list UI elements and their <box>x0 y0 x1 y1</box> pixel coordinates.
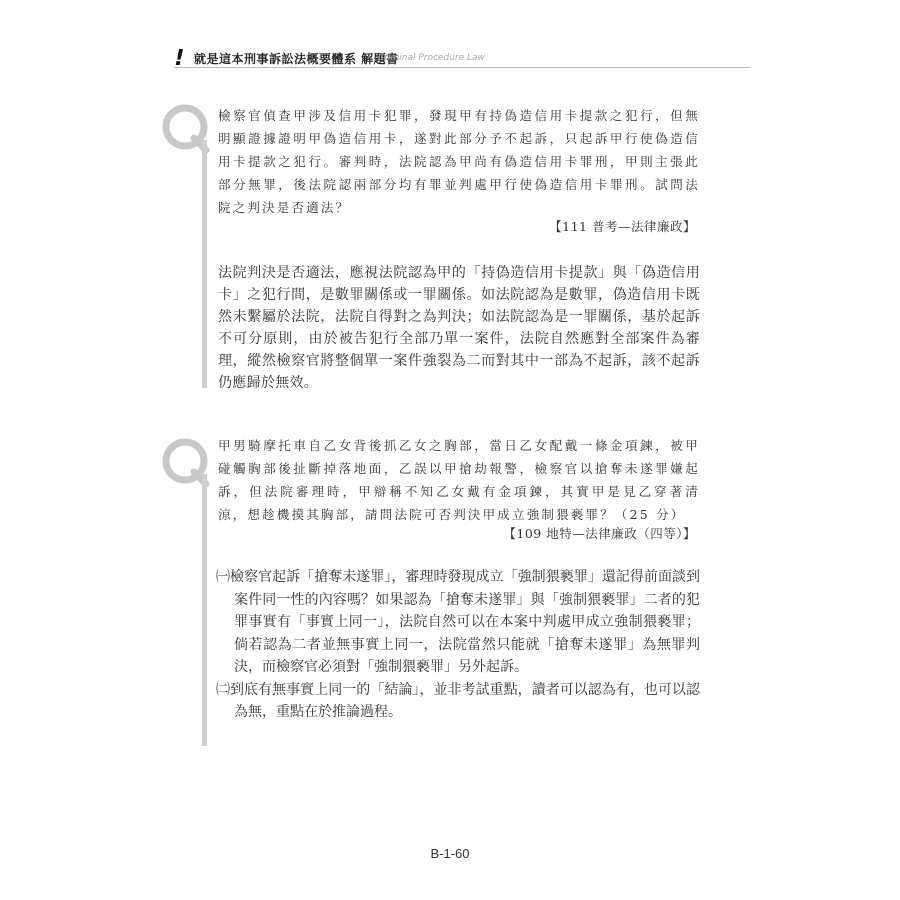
running-header <box>160 44 750 70</box>
answer-text: 法院判決是否適法，應視法院認為甲的「持偽造信用卡提款」與「偽造信用卡」之犯行間，是數罪關係或一罪關係。如法院認為是數罪，偽造信用卡既然未繫屬於法院，法院自得對之為判決；如法院認為是一罪關係，基於起訴不可分原則，由於被告犯行全部乃單一案件，法院自然應對全部案件為審理，縱然檢察官將整個單一案件強裂為二而對其中一部為不起訴，該不起訴仍應歸於無效。 <box>218 265 700 391</box>
answer-list <box>216 566 700 724</box>
question-source: 【109 地特—法律廉政（四等）】 <box>503 526 696 541</box>
question-text: 檢察官偵查甲涉及信用卡犯罪，發現甲有持偽造信用卡提款之犯行，但無明顯證據證明甲偽造信用卡，遂對此部分予不起訴，只起訴甲行使偽造信用卡提款之犯行。審判時，法院認為甲尚有偽造信用卡罪刑，甲則主張此部分無罪，後法院認兩部分均有罪並判處甲行使偽造信用卡罪刑。試問法院之判決是否適法？ <box>218 108 700 215</box>
question-bar <box>202 140 207 388</box>
question-source: 【111 普考—法律廉政】 <box>549 219 696 234</box>
question-bar <box>202 474 207 746</box>
book-subtitle: Criminal Procedure Law <box>378 53 485 63</box>
exclamation-mark: ! <box>171 46 187 71</box>
header-rule <box>174 67 750 68</box>
answer-item: ㈠檢察官起訴「搶奪未遂罪」，審理時發現成立「強制猥褻罪」還記得前面談到案件同一性的內容嗎？如果認為「搶奪未遂罪」與「強制猥褻罪」二者的犯罪事實有「事實上同一」，法院自然可以在本案中判處甲成立強制猥褻罪；倘若認為二者並無事實上同一，法院當然只能就「搶奪未遂罪」為無罪判決，而檢察官必須對「強制猥褻罪」另外起訴。 <box>216 569 700 675</box>
answer-item: ㈡到底有無事實上同一的「結論」，並非考試重點，讀者可以認為有，也可以認為無，重點在於推論過程。 <box>216 681 700 720</box>
page-number: B-1-60 <box>430 846 470 861</box>
book-title: 就是這本刑事訴訟法概要體系 解題書 <box>194 52 399 66</box>
question-text: 甲男騎摩托車自乙女背後抓乙女之胸部，當日乙女配戴一條金項鍊，被甲碰觸胸部後扯斷掉落地面，乙誤以甲搶劫報警，檢察官以搶奪未遂罪嫌起訴，但法院審理時，甲辯稱不知乙女戴有金項鍊，其實甲是見乙穿著清涼，想趁機摸其胸部，請問法院可否判決甲成立強制猥褻罪？（25 分） <box>218 438 700 522</box>
